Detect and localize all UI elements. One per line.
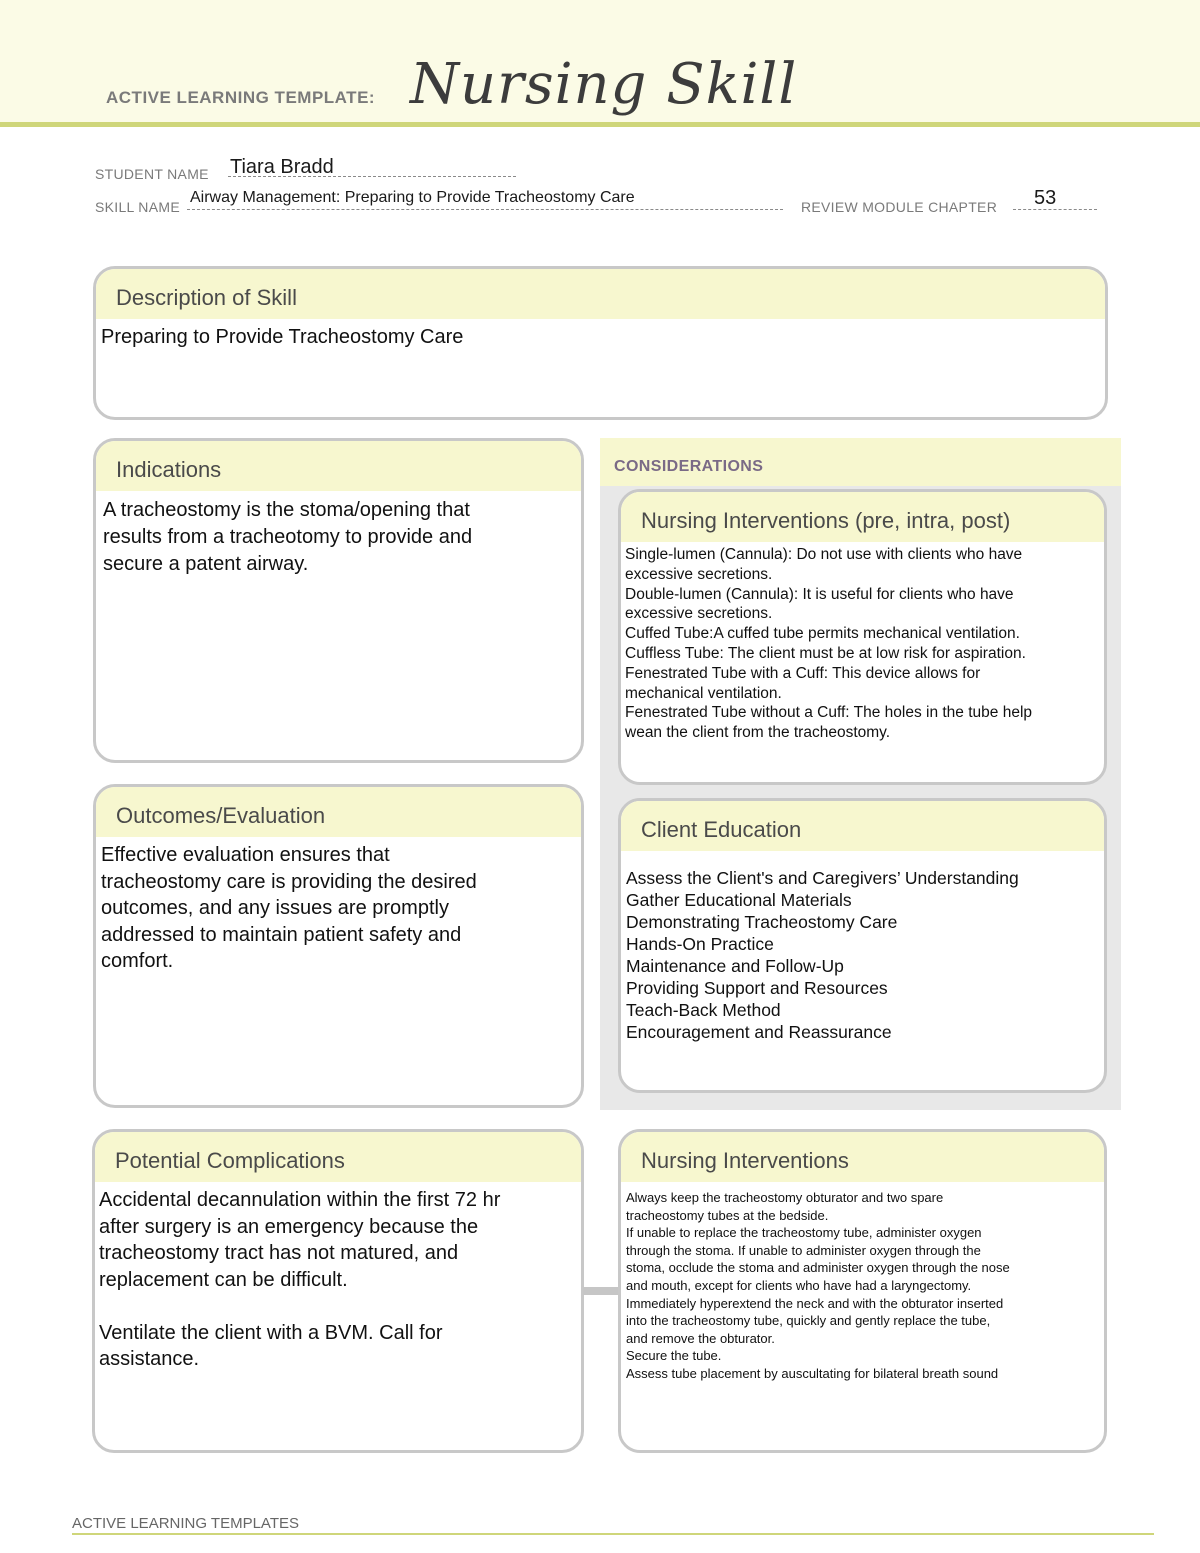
outcomes-body[interactable]: Effective evaluation ensures that tracheostomy care is providing the desired outcomes, and any issues are promptly addressed to maintain patient safety and comfort. <box>101 844 477 972</box>
pre-intra-post-card <box>618 489 1107 785</box>
client-education-body[interactable]: Assess the Client's and Caregivers’ Understanding Gather Educational Materials Demonstrating Tracheostomy Care Hands-On Practice Maintenance and Follow-Up Providing Support and Resources Teach-Back Method Encouragement and Reassurance <box>626 868 1019 1042</box>
skill-name-label: SKILL NAME <box>95 199 180 215</box>
skill-name-value[interactable]: Airway Management: Preparing to Provide Tracheostomy Care <box>190 189 635 206</box>
considerations-panel <box>600 438 1121 1110</box>
footer-rule <box>72 1533 1154 1535</box>
description-body[interactable]: Preparing to Provide Tracheostomy Care <box>101 326 464 348</box>
complications-card <box>92 1129 584 1453</box>
indications-card <box>93 438 584 763</box>
student-name-label: STUDENT NAME <box>95 166 209 182</box>
description-card <box>93 266 1108 420</box>
interventions-card <box>618 1129 1107 1453</box>
interventions-title: Nursing Interventions <box>621 1132 1104 1182</box>
chapter-label: REVIEW MODULE CHAPTER <box>801 199 998 215</box>
outcomes-card <box>93 784 584 1108</box>
student-name-value[interactable]: Tiara Bradd <box>230 156 334 178</box>
footer-label: ACTIVE LEARNING TEMPLATES <box>72 1515 299 1532</box>
complications-body[interactable]: Accidental decannulation within the first 72 hr after surgery is an emergency because the tracheostomy tract has not matured, and replacement can be difficult. Ventilate the client with a BVM. Call for assistance. <box>99 1189 501 1370</box>
pre-intra-post-title: Nursing Interventions (pre, intra, post) <box>621 492 1104 542</box>
indications-body[interactable]: A tracheostomy is the stoma/opening that results from a tracheotomy to provide and secure a patent airway. <box>103 499 473 575</box>
indications-title: Indications <box>96 441 581 491</box>
client-education-title: Client Education <box>621 801 1104 851</box>
chapter-value[interactable]: 53 <box>1034 187 1057 209</box>
connector-bar <box>583 1287 619 1295</box>
considerations-label: CONSIDERATIONS <box>614 458 764 475</box>
header-rule <box>0 122 1200 127</box>
complications-title: Potential Complications <box>95 1132 581 1182</box>
template-label: ACTIVE LEARNING TEMPLATE: <box>106 88 376 107</box>
interventions-body[interactable]: Always keep the tracheostomy obturator and two spare tracheostomy tubes at the bedside. If unable to replace the tracheostomy tube, administer oxygen through the stoma. If unable to administer oxygen through the stoma, occlude the stoma and administer oxygen through the nose and mouth, except for clients who have had a laryngectomy. Immediately hyperextend the neck and with the obturator inserted into the tracheostomy tube, quickly and gently replace the tube, and remove the obturator. Secure the tube. Assess tube placement by auscultating for bilateral breath sound <box>626 1190 1010 1381</box>
description-title: Description of Skill <box>96 269 1105 319</box>
skill-name-line <box>187 209 783 210</box>
client-education-card <box>618 798 1107 1093</box>
pre-intra-post-body[interactable]: Single-lumen (Cannula): Do not use with clients who have excessive secretions. Double-lumen (Cannula): It is useful for clients who have excessive secretions. Cuffed Tube:A cuffed tube permits mechanical ventilation. Cuffless Tube: The client must be at low risk for aspiration. Fenestrated Tube with a Cuff: This device allows for mechanical ventilation. Fenestrated Tube without a Cuff: The holes in the tube help wean the client from the tracheostomy. <box>625 546 1033 742</box>
outcomes-title: Outcomes/Evaluation <box>96 787 581 837</box>
template-title: Nursing Skill <box>410 52 798 117</box>
